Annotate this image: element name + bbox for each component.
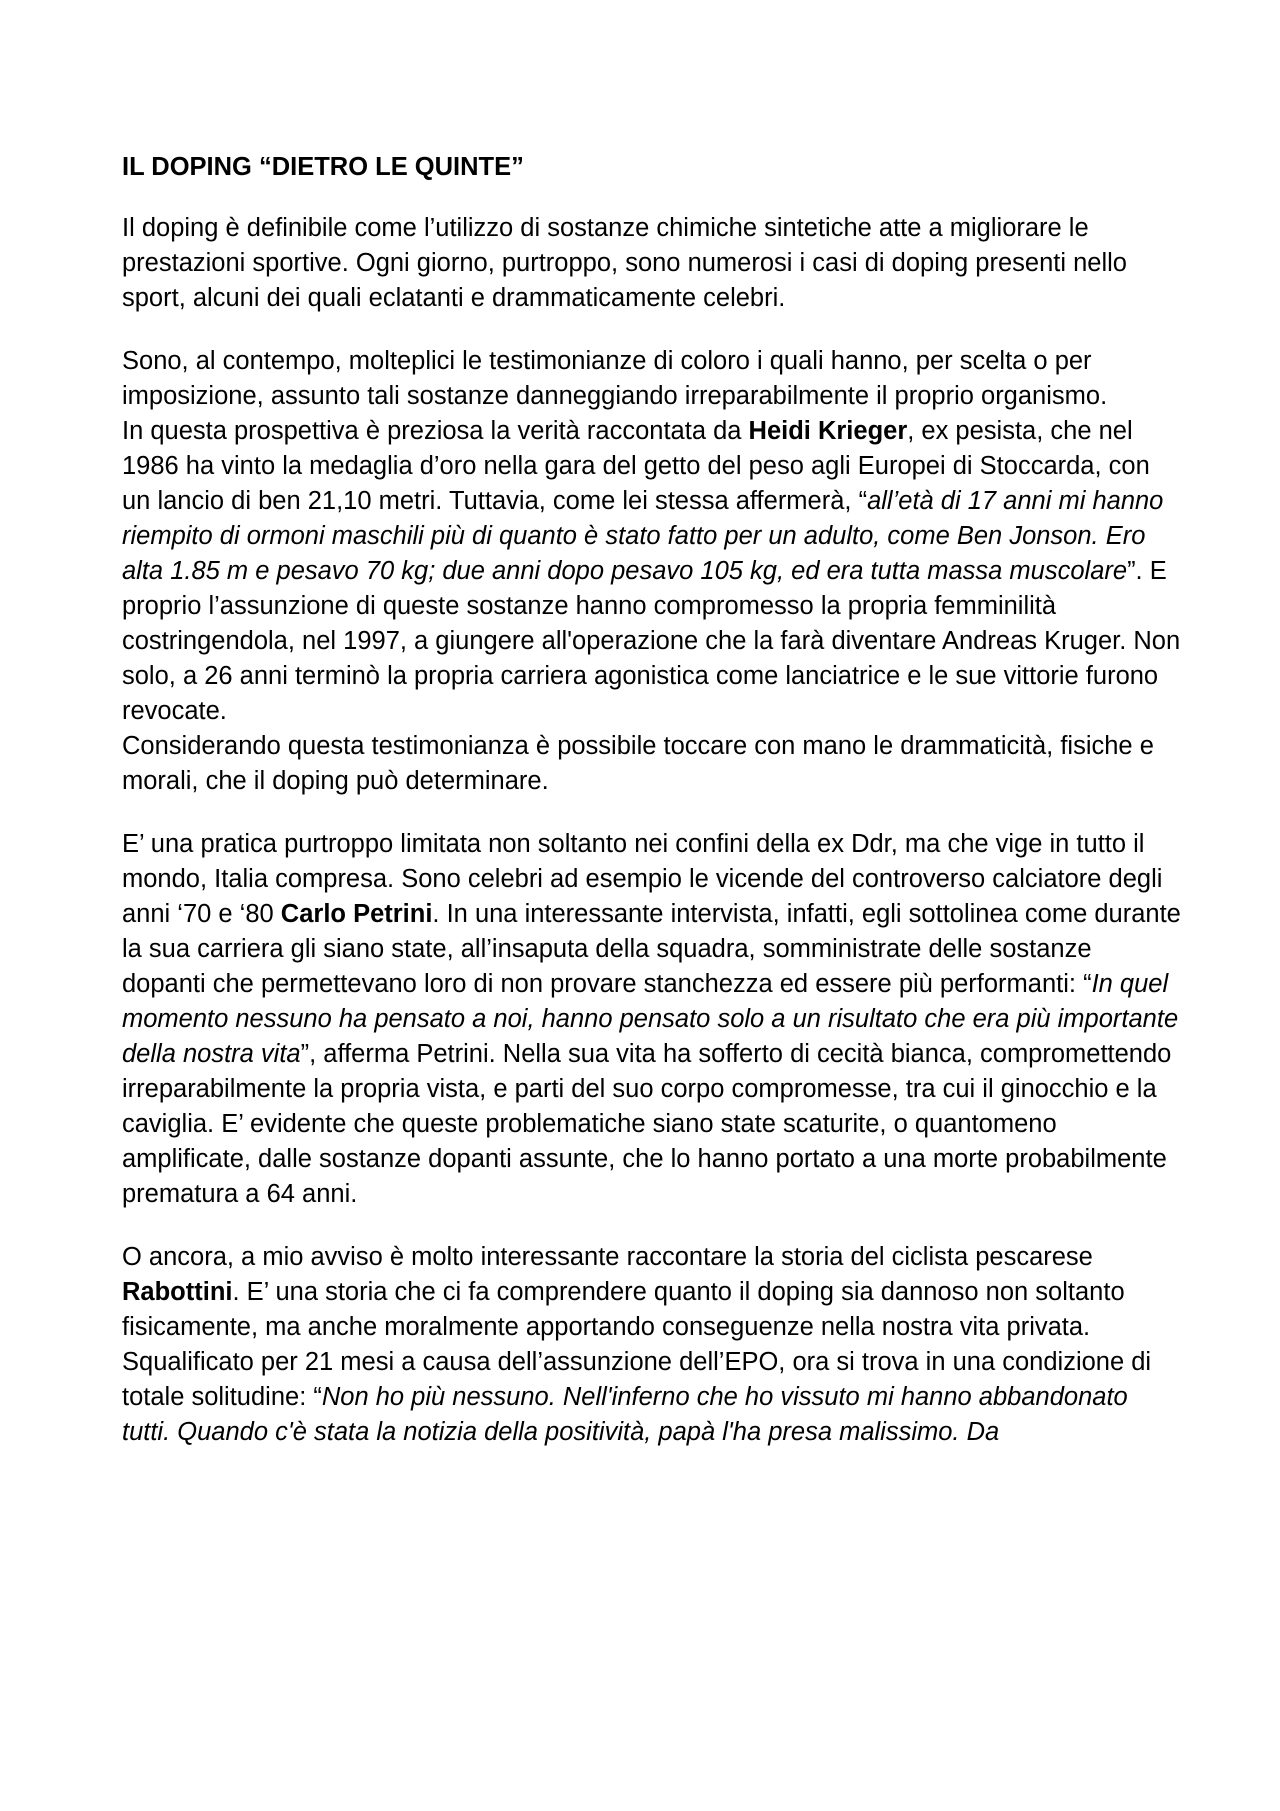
paragraph-krieger xyxy=(122,414,1182,729)
text-run: . E’ una storia che ci fa comprendere quanto il doping sia dannoso non soltanto fisicamente, ma anche moralmente apportando conseguenze nella nostra vita privata. Squalificato per 21 mesi a causa dell’assunzione dell’EPO, ora si trova in una condizione di totale solitudine: “ xyxy=(122,1278,1152,1411)
text-run: . In una interessante intervista, infatti, egli sottolinea come durante la sua carriera gli siano state, all’insaputa della squadra, somministrate delle sostanze dopanti che permettevano loro di non provare stanchezza ed essere più performanti: “ xyxy=(122,900,1181,998)
person-name-krieger: Heidi Krieger xyxy=(748,417,908,445)
text-run: O ancora, a mio avviso è molto interessante raccontare la storia del ciclista pescarese xyxy=(122,1243,1093,1271)
person-name-rabottini: Rabottini xyxy=(122,1278,233,1306)
paragraph-petrini xyxy=(122,827,1182,1212)
quote-petrini: In quel momento nessuno ha pensato a noi, hanno pensato solo a un risultato che era più importante della nostra vita xyxy=(122,970,1179,1068)
text-run: E’ una pratica purtroppo limitata non soltanto nei confini della ex Ddr, ma che vige in tutto il mondo, Italia compresa. Sono celebri ad esempio le vicende del controverso calciatore degli anni ‘70 e ‘80 xyxy=(122,830,1163,928)
quote-krieger: all’età di 17 anni mi hanno riempito di ormoni maschili più di quanto è stato fatto per un adulto, come Ben Jonson. Ero alta 1.85 m e pesavo 70 kg; due anni dopo pesavo 105 kg, ed era tutta massa muscolare xyxy=(122,487,1164,585)
paragraph-intro: Il doping è definibile come l’utilizzo di sostanze chimiche sintetiche atte a migliorare le prestazioni sportive. Ogni giorno, purtroppo, sono numerosi i casi di doping presenti nello sport, alcuni dei quali eclatanti e drammaticamente celebri. xyxy=(122,214,1127,312)
document-page xyxy=(122,150,1182,1450)
quote-rabottini: Non ho più nessuno. Nell'inferno che ho vissuto mi hanno abbandonato tutti. Quando c'è stata la notizia della positività, papà l'ha presa malissimo. Da xyxy=(122,1383,1128,1446)
text-run: , ex pesista, che nel 1986 ha vinto la medaglia d’oro nella gara del getto del peso agli Europei di Stoccarda, con un lancio di ben 21,10 metri. Tuttavia, come lei stessa affermerà, “ xyxy=(122,417,1150,515)
person-name-petrini: Carlo Petrini xyxy=(280,900,433,928)
text-run: ”, afferma Petrini. Nella sua vita ha sofferto di cecità bianca, compromettendo irreparabilmente la propria vista, e parti del suo corpo compromesse, tra cui il ginocchio e la caviglia. E’ evidente che queste problematiche siano state scaturite, o quantomeno amplificate, dalle sostanze dopanti assunte, che lo hanno portato a una morte probabilmente prematura a 64 anni. xyxy=(122,1040,1172,1208)
paragraph-rabottini xyxy=(122,1240,1182,1450)
text-run: In questa prospettiva è preziosa la verità raccontata da xyxy=(122,417,749,445)
text-run: ”. E proprio l’assunzione di queste sostanze hanno compromesso la propria femminilità costringendola, nel 1997, a giungere all'operazione che la farà diventare Andreas Kruger. Non solo, a 26 anni terminò la propria carriera agonistica come lanciatrice e le sue vittorie furono revocate. xyxy=(122,557,1181,725)
paragraph-testimonies: Sono, al contempo, molteplici le testimonianze di coloro i quali hanno, per scelta o per imposizione, assunto tali sostanze danneggiando irreparabilmente il proprio organismo. xyxy=(122,347,1108,410)
document-title: IL DOPING “DIETRO LE QUINTE” xyxy=(122,153,524,181)
paragraph-conclusion: Considerando questa testimonianza è possibile toccare con mano le drammaticità, fisiche e morali, che il doping può determinare. xyxy=(122,732,1154,795)
